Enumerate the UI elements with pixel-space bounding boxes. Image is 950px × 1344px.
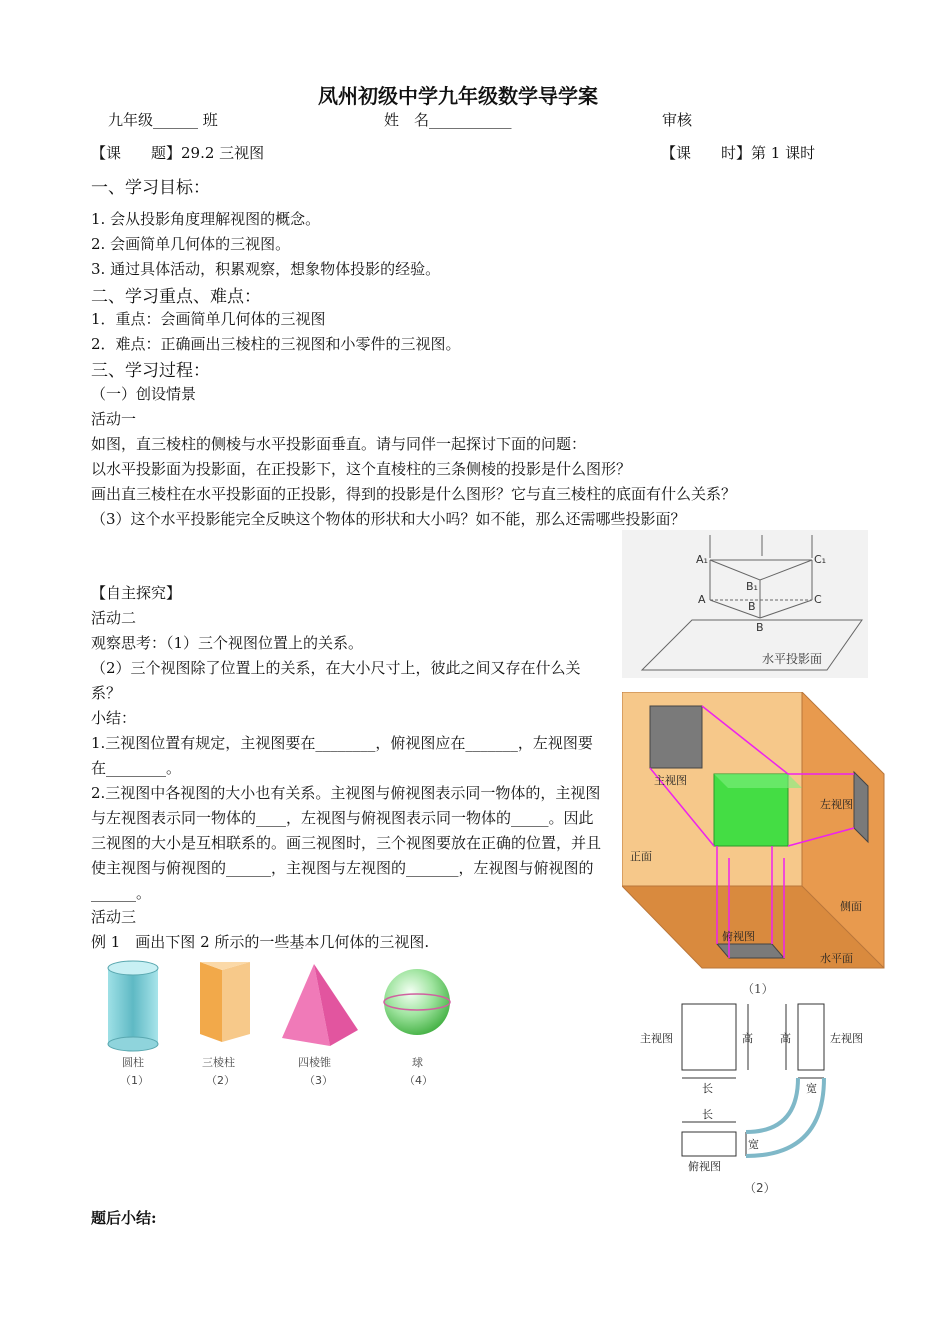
observe-text: 观察思考：（1）三个视图位置上的关系。 [91,634,364,652]
plane-label: 水平投影面 [762,652,823,666]
review-label: 审核 [662,111,693,129]
section1-heading: 一、学习目标： [91,178,210,198]
sphere-solid [384,969,450,1035]
activity-text: 以水平投影面为投影面，在正投影下，这个直棱柱的三条侧棱的投影是什么图形？ [91,460,632,478]
name-field: 姓 名___________ [384,111,512,129]
cylinder-solid [108,961,158,1051]
width-label: 宽 [748,1138,759,1151]
keypoint-item: 1．重点：会画简单几何体的三视图 [91,310,326,328]
projection-box-figure [622,692,886,998]
figure2-caption: （2） [744,1181,776,1195]
front-view-rect [682,1004,736,1070]
objective-item: 1. 会从投影角度理解视图的概念。 [91,210,321,228]
label-A: A [698,593,706,606]
solid-name: 四棱锥 [298,1056,331,1069]
height-label: 高 [780,1032,791,1045]
activity-label: 活动三 [91,908,137,926]
page-title: 凤州初级中学九年级数学导学案 [318,84,598,108]
floor-label: 水平面 [820,952,853,965]
top-view-label: 俯视图 [688,1160,721,1173]
solid-number: （2） [206,1074,235,1087]
left-view-label: 左视图 [830,1032,863,1045]
top-view-rect [682,1132,736,1156]
label-B-upper: B [748,600,756,613]
explore-heading: 【自主探究】 [91,584,182,602]
activity-label: 活动一 [91,410,137,428]
basic-solids-figure [100,958,470,1090]
label-B1: B₁ [746,580,758,593]
activity-label: 活动二 [91,609,137,627]
after-summary-label: 题后小结: [91,1209,157,1227]
solid-name: 球 [412,1056,423,1069]
figure-background [622,530,868,678]
observe-text: （2）三个视图除了位置上的关系，在大小尺寸上，彼此之间又存在什么关系？ [91,659,581,702]
activity-text: 如图，直三棱柱的侧棱与水平投影面垂直。请与同伴一起探讨下面的问题： [91,435,587,453]
green-cube-top [714,774,802,788]
solid-name: 三棱柱 [202,1056,235,1069]
objective-item: 3. 通过具体活动，积累观察，想象物体投影的经验。 [91,260,441,278]
solid-name: 圆柱 [122,1056,144,1069]
top-view-label: 俯视图 [722,930,755,943]
left-view-label: 左视图 [820,798,853,811]
width-transfer-arc [746,1078,798,1132]
three-views-figure [636,998,876,1198]
summary-label: 小结： [91,709,137,727]
pyramid-solid [282,964,358,1046]
label-B-projection: B [756,621,764,634]
subsection-label: （一）创设情景 [91,385,197,403]
front-view-label: 主视图 [654,774,687,787]
figure1-caption: （1） [742,982,774,996]
period-label: 【课 时】第 1 课时 [661,144,816,162]
label-C: C [814,593,822,606]
height-label: 高 [742,1032,753,1045]
grade-field: 九年级______ 班 [108,111,218,129]
label-C1: C₁ [814,553,827,566]
activity-text: （3）这个水平投影能完全反映这个物体的形状和大小吗？如不能，那么还需哪些投影面？ [91,510,686,528]
front-view-shadow [650,706,702,768]
example-text: 例 1 画出下图 2 所示的一些基本几何体的三视图. [91,933,430,951]
label-A1: A₁ [696,553,708,566]
solid-number: （4） [404,1074,433,1087]
solid-number: （1） [120,1074,149,1087]
section3-heading: 三、学习过程： [91,361,210,381]
front-face-label: 正面 [630,850,652,863]
left-view-rect [798,1004,824,1070]
activity-text: 画出直三棱柱在水平投影面的正投影，得到的投影是什么图形？它与直三棱柱的底面有什么关系？ [91,485,737,503]
top-view-shadow [717,944,784,958]
summary-point: 1.三视图位置有规定，主视图要在________，俯视图应在_______，左视图要在________。 [91,734,593,777]
topic-label: 【课 题】29.2 三视图 [91,144,265,162]
front-view-label: 主视图 [640,1032,673,1045]
width-label: 宽 [806,1082,817,1095]
length-label: 长 [702,1108,713,1121]
summary-point: 2.三视图中各视图的大小也有关系。主视图与俯视图表示同一物体的，主视图与左视图表示同一物体的____，左视图与俯视图表示同一物体的_____。因此三视图的大小是互相联系的。画三视图时，三个视图要放在正确的位置，并且使主视图与俯视图的______，主视图与左视图的_______，左视图与俯视图的______。 [91,784,602,902]
prism-projection-figure [622,530,868,678]
keypoint-item: 2．难点：正确画出三棱柱的三视图和小零件的三视图。 [91,335,461,353]
solid-number: （3） [304,1074,333,1087]
objective-item: 2. 会画简单几何体的三视图。 [91,235,291,253]
section2-heading: 二、学习重点、难点： [91,287,261,307]
triangular-prism-solid [200,962,250,1042]
length-label: 长 [702,1082,713,1095]
side-face-label: 侧面 [840,900,862,913]
